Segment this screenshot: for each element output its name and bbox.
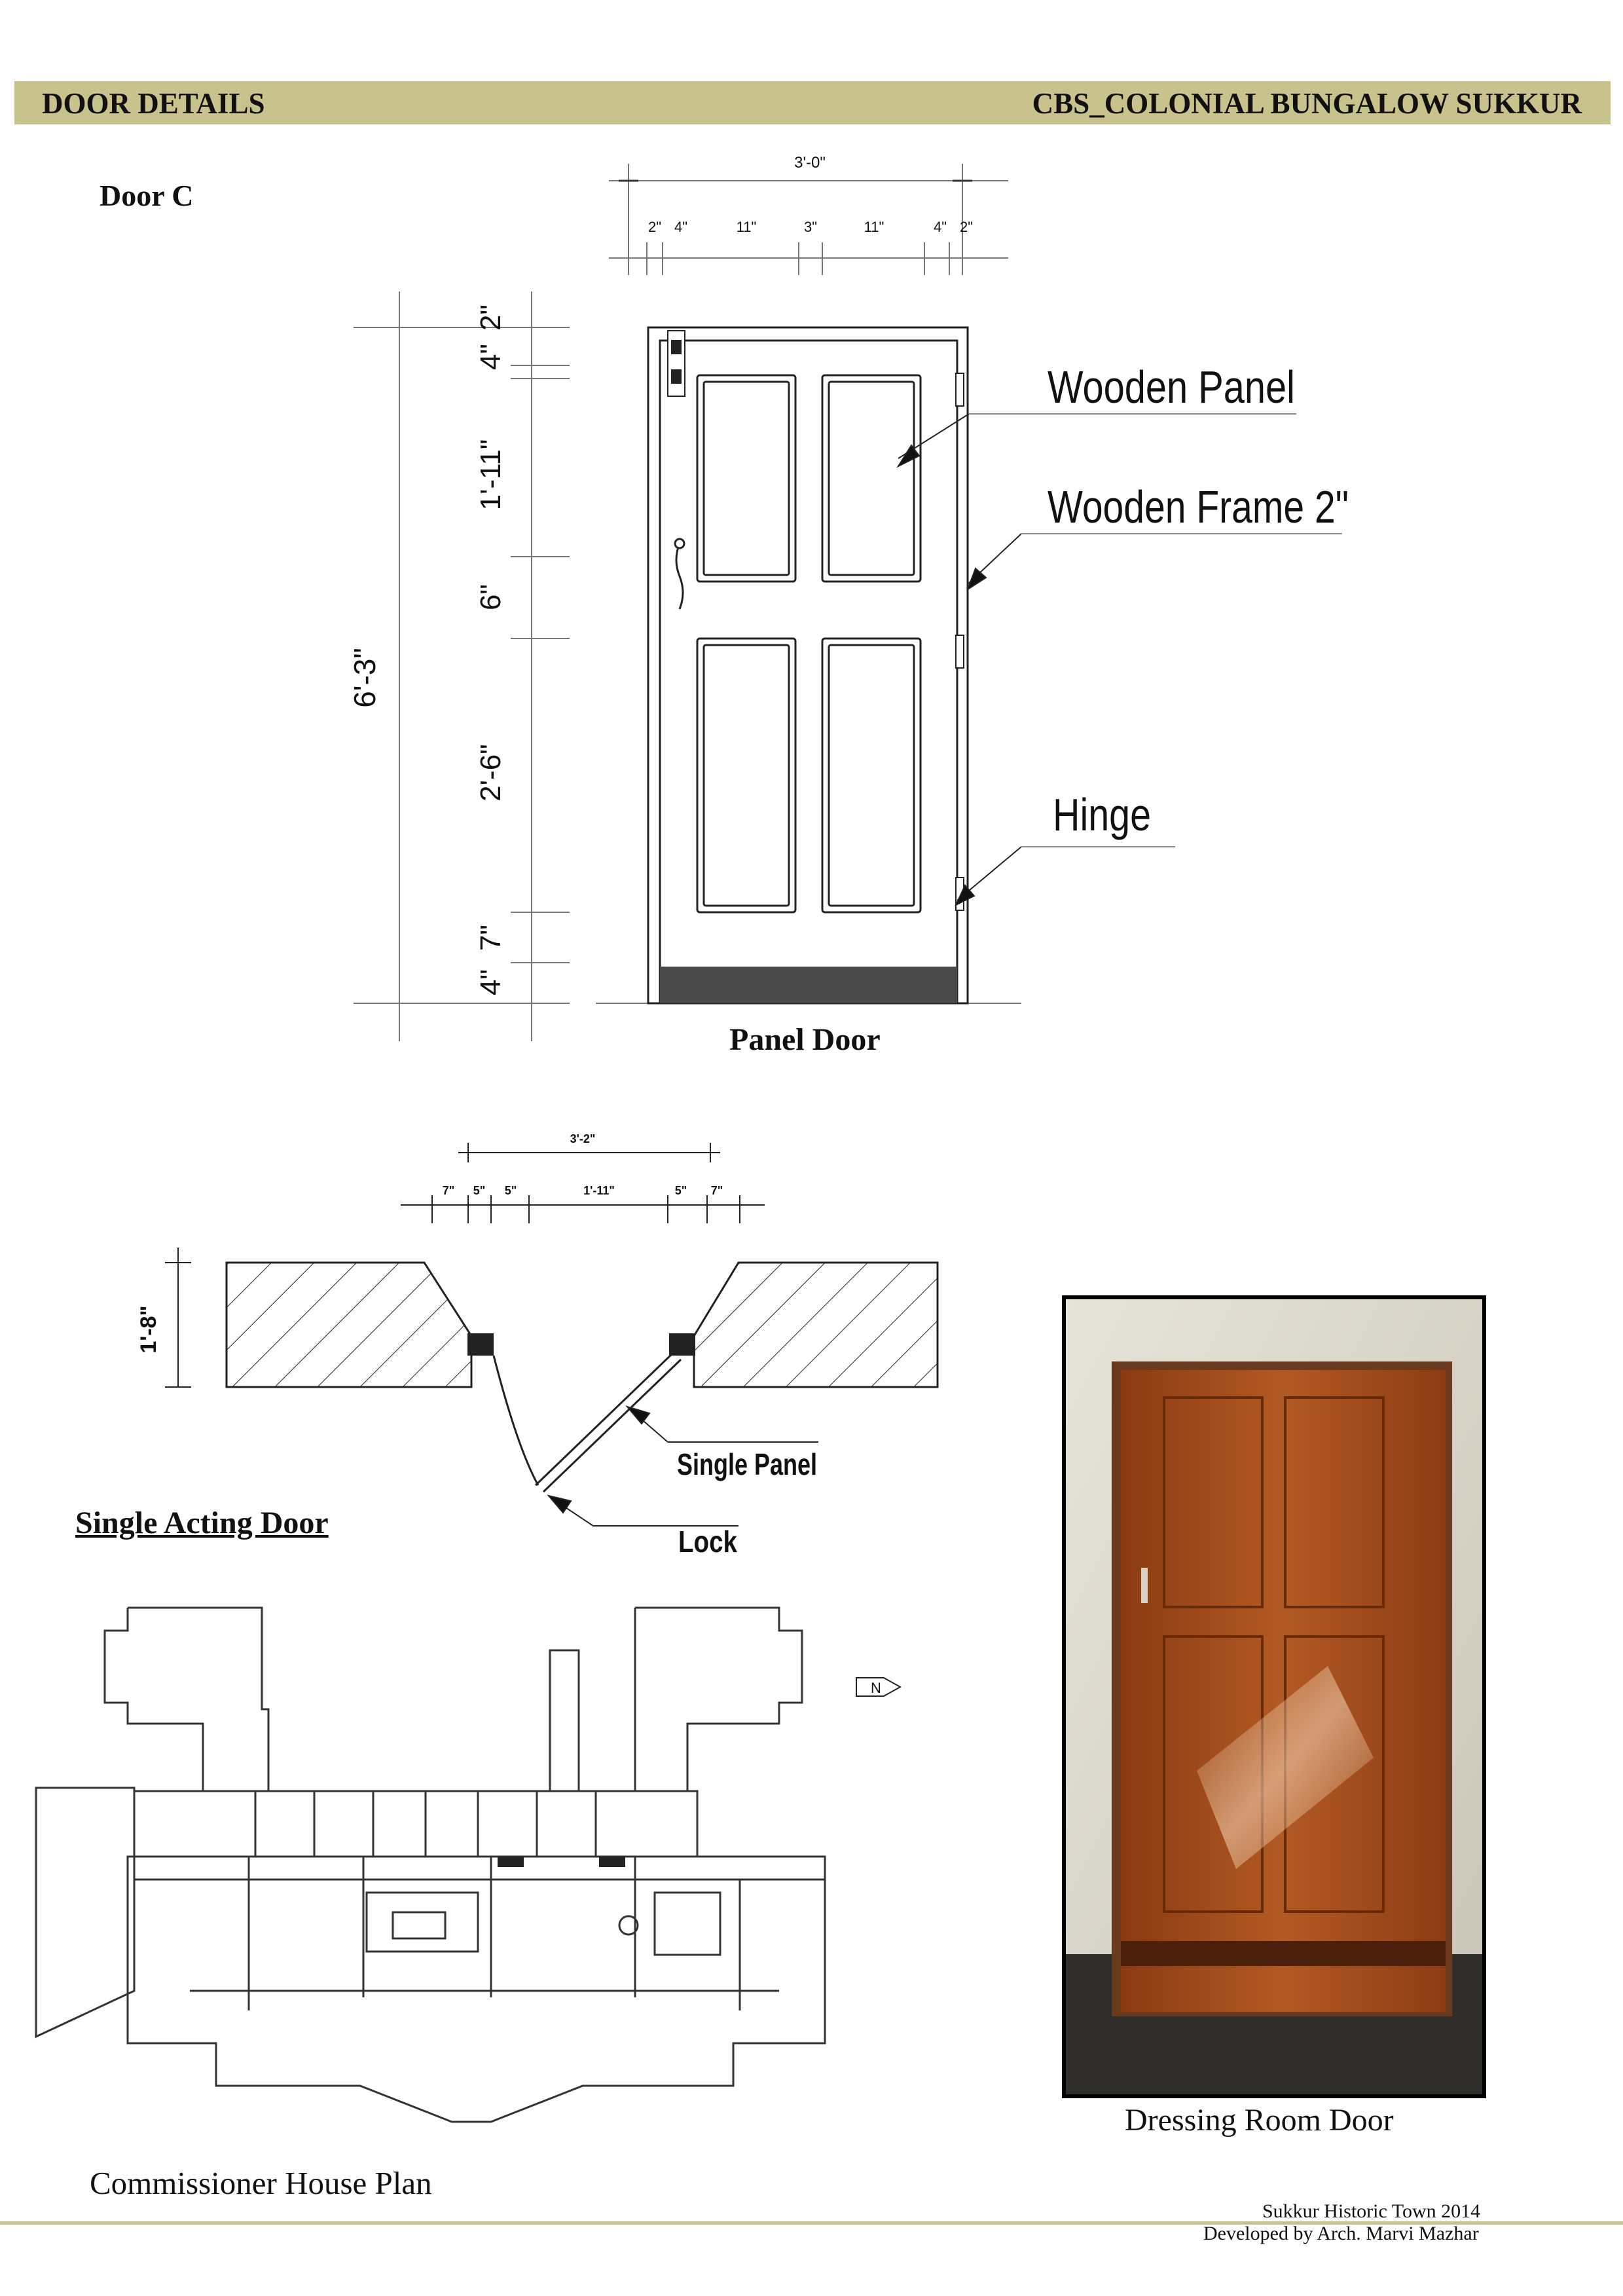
wall-depth-label: 1'-8"	[136, 1305, 161, 1354]
tower-bolt-icon	[668, 331, 685, 396]
project-title: CBS_COLONIAL BUNGALOW SUKKUR	[1032, 87, 1582, 120]
plan-width-dim: 5"	[504, 1184, 517, 1197]
photo-caption: Dressing Room Door	[1125, 2103, 1394, 2138]
single-acting-door-title: Single Acting Door	[75, 1506, 329, 1540]
house-plan-caption: Commissioner House Plan	[90, 2165, 432, 2201]
section-title: DOOR DETAILS	[42, 87, 265, 120]
width-dim-label: 11"	[736, 219, 757, 235]
height-dim-label: 2'-6"	[475, 744, 507, 802]
door-title: Door C	[100, 179, 194, 212]
svg-text:N: N	[871, 1680, 881, 1696]
plan-width-dim: 7"	[442, 1184, 455, 1197]
door-leaf-open	[536, 1353, 681, 1492]
footer-credit-year: Sukkur Historic Town 2014	[1262, 2200, 1481, 2222]
plan-overall-width-label: 3'-2"	[570, 1132, 596, 1145]
single-panel-callout: Single Panel	[677, 1447, 817, 1481]
door-handle-icon	[675, 539, 684, 609]
width-dim-label: 11"	[864, 219, 884, 235]
right-wall-section	[694, 1263, 938, 1387]
height-dim-label: 2"	[475, 304, 507, 331]
width-dim-label: 2"	[959, 219, 974, 235]
height-dim-label: 4"	[475, 343, 507, 371]
wooden-frame-callout: Wooden Frame 2"	[1048, 481, 1349, 532]
door-photo	[1062, 1295, 1486, 2098]
door-stop	[669, 1333, 695, 1356]
house-plan-drawing	[0, 1572, 982, 2161]
height-dim-label: 7"	[475, 924, 507, 952]
door-stop	[467, 1333, 494, 1356]
width-dim-label: 4"	[674, 219, 688, 235]
height-dim-label: 4"	[475, 969, 507, 996]
plan-width-dim: 7"	[710, 1184, 723, 1197]
overall-height-label: 6'-3"	[348, 648, 382, 708]
overall-width-label: 3'-0"	[794, 154, 826, 172]
width-dim-label: 3"	[803, 219, 818, 235]
door-elevation-drawing	[0, 0, 1623, 1113]
height-dim-label: 1'-11"	[475, 439, 507, 511]
north-arrow-icon	[856, 1678, 900, 1696]
plan-width-dim: 1'-11"	[583, 1184, 615, 1197]
plan-width-dim: 5"	[473, 1184, 486, 1197]
width-dim-label: 4"	[933, 219, 947, 235]
door-panels	[697, 375, 921, 912]
plan-width-dim: 5"	[674, 1184, 687, 1197]
left-wall-section	[227, 1263, 471, 1387]
footer-credit-author: Developed by Arch. Marvi Mazhar	[1203, 2223, 1479, 2244]
hinge-callout: Hinge	[1053, 789, 1151, 840]
lock-callout: Lock	[678, 1525, 738, 1559]
width-dim-label: 2"	[647, 219, 662, 235]
height-dim-label: 6"	[475, 583, 507, 611]
kick-plate	[660, 967, 957, 1003]
wooden-panel-callout: Wooden Panel	[1048, 361, 1295, 413]
panel-door-caption: Panel Door	[729, 1022, 881, 1057]
